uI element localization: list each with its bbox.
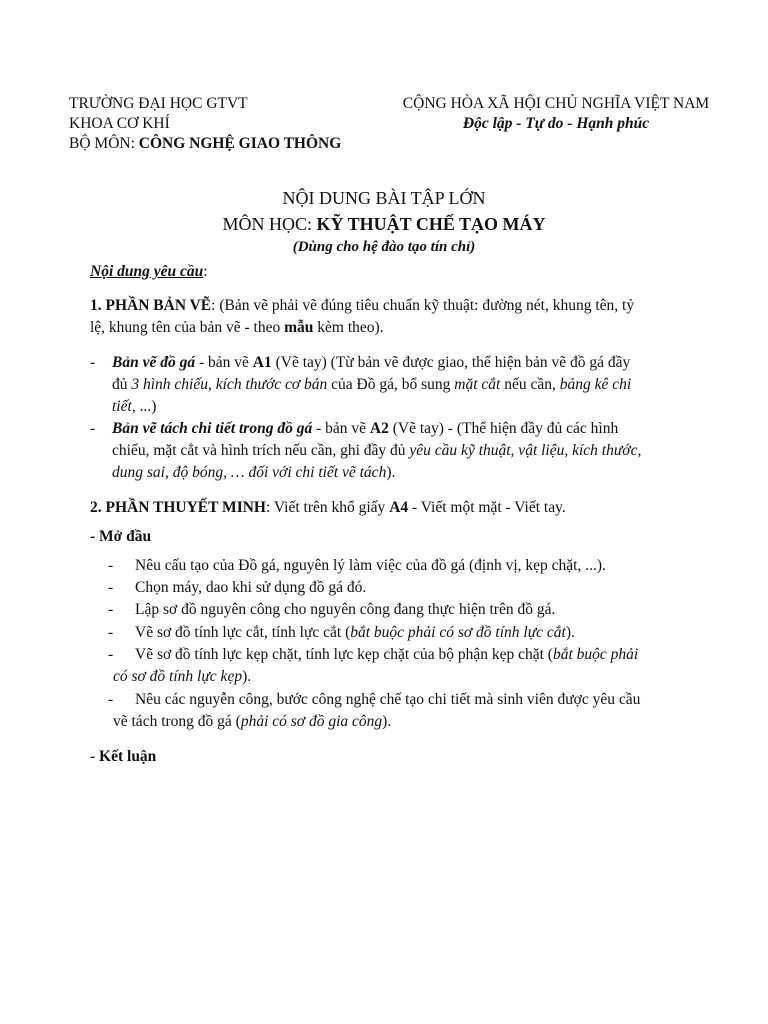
- section2-b1: A4: [389, 499, 409, 516]
- document-subtitle: (Dùng cho hệ đào tạo tín chỉ): [292, 239, 476, 255]
- section1-text-a: : (Bản vẽ phải vẽ đúng tiêu chuẩn kỹ thuật: đường nét, khung tên, tỷ: [211, 297, 635, 314]
- s1-item1-b1: A1: [252, 354, 272, 371]
- s2-item6-ital: phải có sơ đồ gia công: [240, 713, 383, 730]
- s1-item2-i1: yêu cầu kỹ thuật, vật liệu, kích thước,: [409, 442, 642, 459]
- conclusion-heading: - Kết luận: [90, 748, 157, 765]
- s2-item6-end: ).: [382, 713, 392, 730]
- s2-item4-ital: bắt buộc phải có sơ đồ tính lực cắt: [350, 624, 566, 641]
- s1-item1-dash: -: [90, 354, 96, 371]
- section2-heading: 2. PHẦN THUYẾT MINH: [90, 499, 266, 516]
- requirements-label: Nội dung yêu cầu: [90, 263, 204, 280]
- s2-item5-end: ).: [242, 668, 252, 685]
- s1-item1-title: Bản vẽ đồ gá: [112, 354, 196, 371]
- section1-line1: [90, 296, 634, 315]
- s1-item2-t4: ).: [386, 464, 396, 481]
- department-line: [69, 134, 341, 154]
- s2-item6-line2: [113, 712, 391, 731]
- s2-item5-line1: [135, 645, 638, 664]
- s2-item5-text: Vẽ sơ đồ tính lực kẹp chặt, tính lực kẹp chặt của bộ phận kẹp chặt (: [135, 646, 553, 663]
- s2-item1-text: Nêu cấu tạo của Đồ gá, nguyên lý làm việc của đồ gá (định vị, kẹp chặt, ...).: [135, 557, 606, 574]
- s2-item2-dash: -: [108, 579, 114, 596]
- s1-item1-i1: 3 hình chiếu, kích thước cơ bản: [131, 376, 328, 393]
- s1-item1-i2: mặt cắt: [454, 376, 501, 393]
- department-prefix: BỘ MÔN:: [69, 135, 139, 152]
- s1-item2-i2: dung sai, độ bóng, … đối với chi tiết vẽ tách: [112, 464, 387, 481]
- s1-item1-t6: , ...): [131, 398, 157, 415]
- s1-item1-i3: bảng kê chi: [559, 376, 632, 393]
- requirements-label-line: [90, 262, 208, 281]
- s1-item2-t3: chiếu, mặt cắt và hình trích nếu cần, ghi đầy đủ: [112, 442, 410, 459]
- s2-item4-dash: -: [108, 624, 114, 641]
- department-name: CÔNG NGHỆ GIAO THÔNG: [138, 135, 342, 152]
- s1-item2-dash: -: [90, 420, 96, 437]
- subject-line: [0, 213, 768, 236]
- s1-item2-t2: (Vẽ tay) - (Thể hiện đầy đủ các hình: [388, 420, 619, 437]
- s2-item5-line2: [113, 667, 251, 686]
- s1-item1-line1: [112, 353, 630, 372]
- section1-text-b-bold: mẫu: [284, 319, 314, 336]
- section1-heading: 1. PHẦN BẢN VẼ: [90, 297, 212, 314]
- university-name: TRƯỜNG ĐẠI HỌC GTVT: [69, 95, 248, 112]
- s1-item1-line2: [112, 375, 631, 394]
- s1-item1-i4: tiết: [112, 398, 132, 415]
- faculty-name: KHOA CƠ KHÍ: [69, 115, 170, 132]
- s2-item4-line: [135, 623, 575, 642]
- s1-item2-t1: - bản vẽ: [312, 420, 370, 437]
- s1-item2-b1: A2: [369, 420, 389, 437]
- s2-item5-ital2: có sơ đồ tính lực kẹp: [113, 668, 243, 685]
- intro-heading: - Mở đầu: [90, 528, 152, 545]
- requirements-colon: :: [203, 263, 208, 280]
- national-title: CỘNG HÒA XÃ HỘI CHỦ NGHĨA VIỆT NAM: [402, 95, 710, 112]
- s2-item3-text: Lập sơ đồ nguyên công cho nguyên công đang thực hiện trên đồ gá.: [135, 601, 556, 618]
- section2-t1: : Viết trên khổ giấy: [265, 499, 390, 516]
- s2-item3-dash: -: [108, 601, 114, 618]
- s1-item1-line3: [112, 397, 156, 416]
- s1-item1-t3: đủ: [112, 376, 132, 393]
- s2-item5-dash: -: [108, 646, 114, 663]
- s2-item1-dash: -: [108, 557, 114, 574]
- document-title: NỘI DUNG BÀI TẬP LỚN: [282, 188, 486, 208]
- subject-prefix: MÔN HỌC:: [222, 214, 317, 234]
- s2-item5-ital: bắt buộc phải: [552, 646, 639, 663]
- s1-item1-t4: của Đồ gá, bổ sung: [327, 376, 455, 393]
- s1-item2-title: Bản vẽ tách chi tiết trong đồ gá: [112, 420, 313, 437]
- s2-item2-text: Chọn máy, dao khi sử dụng đồ gá đó.: [135, 579, 367, 596]
- section1-text-b: lệ, khung tên của bản vẽ - theo: [90, 319, 285, 336]
- s1-item1-t2: (Vẽ tay) (Từ bản vẽ được giao, thể hiện bản vẽ đồ gá đầy: [271, 354, 631, 371]
- s2-item4-end: ).: [565, 624, 575, 641]
- s1-item2-line3: [112, 463, 395, 482]
- section2-line: [90, 498, 566, 517]
- header-left: [69, 94, 341, 154]
- s1-item1-t1: - bản vẽ: [195, 354, 253, 371]
- s1-item1-t5: nếu cần,: [500, 376, 560, 393]
- header-right: [393, 94, 719, 134]
- s2-item4-text: Vẽ sơ đồ tính lực cắt, tính lực cắt (: [135, 624, 351, 641]
- s2-item6-text: Nêu các nguyễn công, bước công nghệ chế tạo chi tiết mà sinh viên được yêu cầu: [135, 691, 641, 708]
- s1-item2-line2: [112, 441, 641, 460]
- s2-item6-text2: vẽ tách trong đồ gá (: [113, 713, 241, 730]
- section1-line2: [90, 318, 384, 337]
- s2-item6-dash: -: [108, 691, 114, 708]
- subject-name: KỸ THUẬT CHẾ TẠO MÁY: [316, 214, 546, 234]
- section2-t2: - Viết một mặt - Viết tay.: [408, 499, 566, 516]
- section1-text-b-end: kèm theo).: [313, 319, 384, 336]
- s1-item2-line1: [112, 419, 618, 438]
- national-motto: Độc lập - Tự do - Hạnh phúc: [462, 115, 650, 132]
